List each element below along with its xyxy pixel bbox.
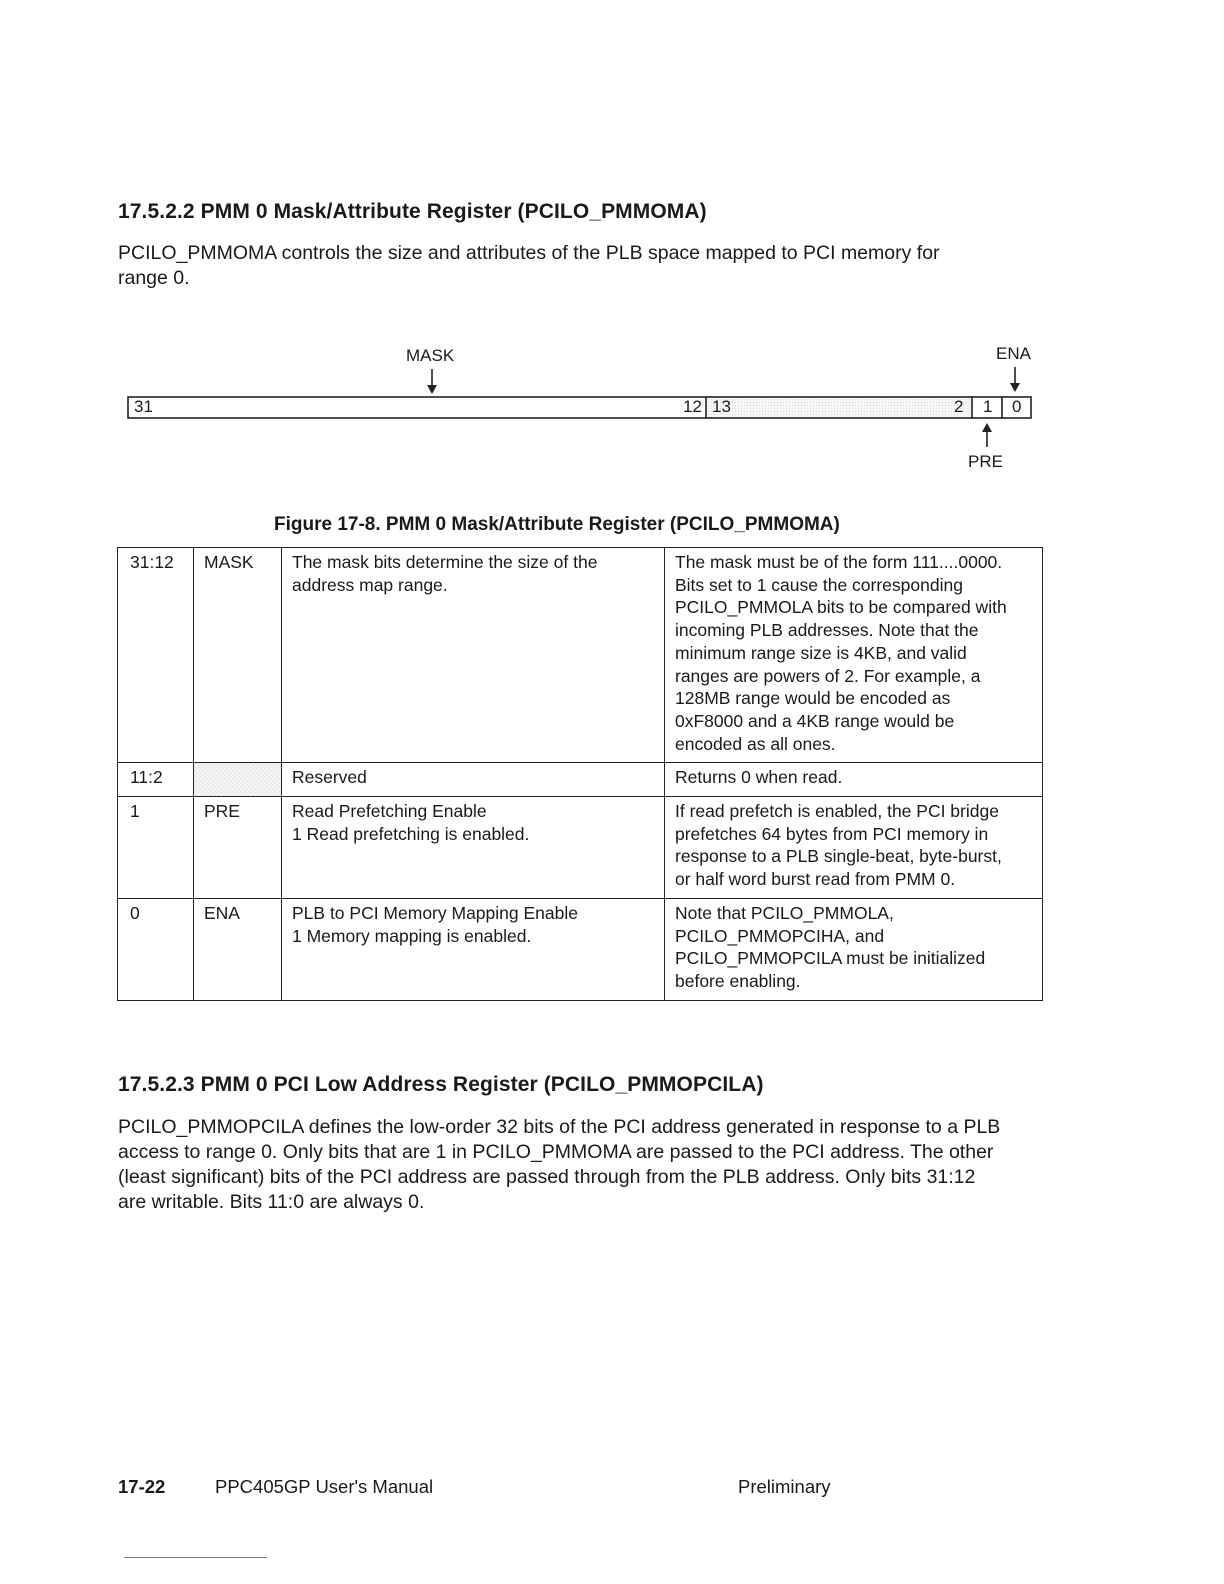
mask-label: MASK (406, 346, 455, 365)
comment-line: Note that PCILO_PMMOLA, (675, 902, 894, 923)
comment-line: encoded as all ones. (675, 733, 836, 754)
paragraph-line: range 0. (118, 267, 190, 289)
comment-line: response to a PLB single-beat, byte-burst, (675, 846, 1002, 867)
paragraph-line: access to range 0. Only bits that are 1 in PCILO_PMMOMA are passed to the PCI address. The other (118, 1141, 994, 1163)
comment-line: PCILO_PMMOLA bits to be compared with (675, 597, 1007, 618)
field-bits: 0 (118, 898, 194, 1000)
field-bits: 31:12 (118, 548, 194, 763)
manual-title: PPC405GP User's Manual (215, 1476, 434, 1497)
field-row (118, 898, 1043, 1000)
comment-line: minimum range size is 4KB, and valid (675, 642, 967, 663)
description-line: 1 Read prefetching is enabled. (292, 823, 530, 844)
ena-arrowhead-icon (1010, 383, 1020, 392)
comment-line: incoming PLB addresses. Note that the (675, 620, 979, 641)
field-bits: 1 (118, 797, 194, 899)
field-bits: 11:2 (118, 763, 194, 797)
field-description (282, 797, 665, 899)
comment-line: before enabling. (675, 970, 801, 991)
section-paragraph (118, 1115, 1078, 1215)
bit-number: 2 (954, 397, 964, 416)
field-description (282, 898, 665, 1000)
pre-label: PRE (968, 452, 1003, 471)
comment-line: PCILO_PMMOPCILA must be initialized (675, 948, 986, 969)
comment-line: or half word burst read from PMM 0. (675, 869, 956, 890)
paragraph-line: PCILO_PMMOMA controls the size and attributes of the PLB space mapped to PCI memory for (118, 242, 940, 264)
page-number: 17-22 (118, 1476, 166, 1497)
field-name: PRE (194, 797, 282, 899)
register-diagram (0, 0, 1224, 480)
comment-line: prefetches 64 bytes from PCI memory in (675, 823, 989, 844)
paragraph-line: are writable. Bits 11:0 are always 0. (118, 1191, 425, 1213)
register-fields-table (117, 547, 1043, 1001)
bit-number: 12 (683, 397, 702, 416)
paragraph-line: (least significant) bits of the PCI address are passed through from the PLB address. Only bits 31:12 (118, 1166, 976, 1188)
field-comment (665, 797, 1043, 899)
comment-line: PCILO_PMMOPCIHA, and (675, 925, 885, 946)
field-comment (665, 763, 1043, 797)
description-line: 1 Memory mapping is enabled. (292, 925, 532, 946)
document-status: Preliminary (738, 1476, 831, 1497)
pre-arrowhead-icon (982, 423, 992, 432)
field-description (282, 763, 665, 797)
comment-line: Returns 0 when read. (675, 767, 843, 788)
field-row (118, 548, 1043, 763)
field-description (282, 548, 665, 763)
description-line: address map range. (292, 574, 448, 595)
section-heading: 17.5.2.2 PMM 0 Mask/Attribute Register (PCILO_PMMOMA) (118, 200, 707, 223)
field-row (118, 797, 1043, 899)
paragraph-line: PCILO_PMMOPCILA defines the low-order 32 bits of the PCI address generated in response to a PLB (118, 1116, 1001, 1138)
description-line: The mask bits determine the size of the (292, 552, 598, 572)
field-name (194, 763, 282, 797)
figure-caption: Figure 17-8. PMM 0 Mask/Attribute Register (PCILO_PMMOMA) (274, 514, 840, 535)
ena-label: ENA (996, 344, 1031, 363)
field-comment (665, 898, 1043, 1000)
comment-line: If read prefetch is enabled, the PCI bridge (675, 801, 999, 822)
bit-number: 0 (1012, 397, 1022, 416)
field-name: ENA (194, 898, 282, 1000)
field-row (118, 763, 1043, 797)
comment-line: 128MB range would be encoded as (675, 688, 951, 709)
comment-line: The mask must be of the form 111....0000. (675, 552, 1003, 572)
description-line: PLB to PCI Memory Mapping Enable (292, 902, 578, 923)
description-line: Read Prefetching Enable (292, 801, 487, 822)
bottom-rule (124, 1557, 267, 1558)
comment-line: ranges are powers of 2. For example, a (675, 665, 981, 686)
field-name: MASK (194, 548, 282, 763)
bit-number: 13 (712, 397, 731, 416)
comment-line: 0xF8000 and a 4KB range would be (675, 710, 955, 731)
comment-line: Bits set to 1 cause the corresponding (675, 574, 963, 595)
bit-number: 31 (134, 397, 153, 416)
description-line: Reserved (292, 767, 367, 788)
bit-numbers (0, 397, 1224, 418)
mask-arrowhead-icon (427, 385, 437, 394)
section-heading: 17.5.2.3 PMM 0 PCI Low Address Register (PCILO_PMMOPCILA) (118, 1073, 764, 1096)
bit-number: 1 (983, 397, 993, 416)
field-comment (665, 548, 1043, 763)
